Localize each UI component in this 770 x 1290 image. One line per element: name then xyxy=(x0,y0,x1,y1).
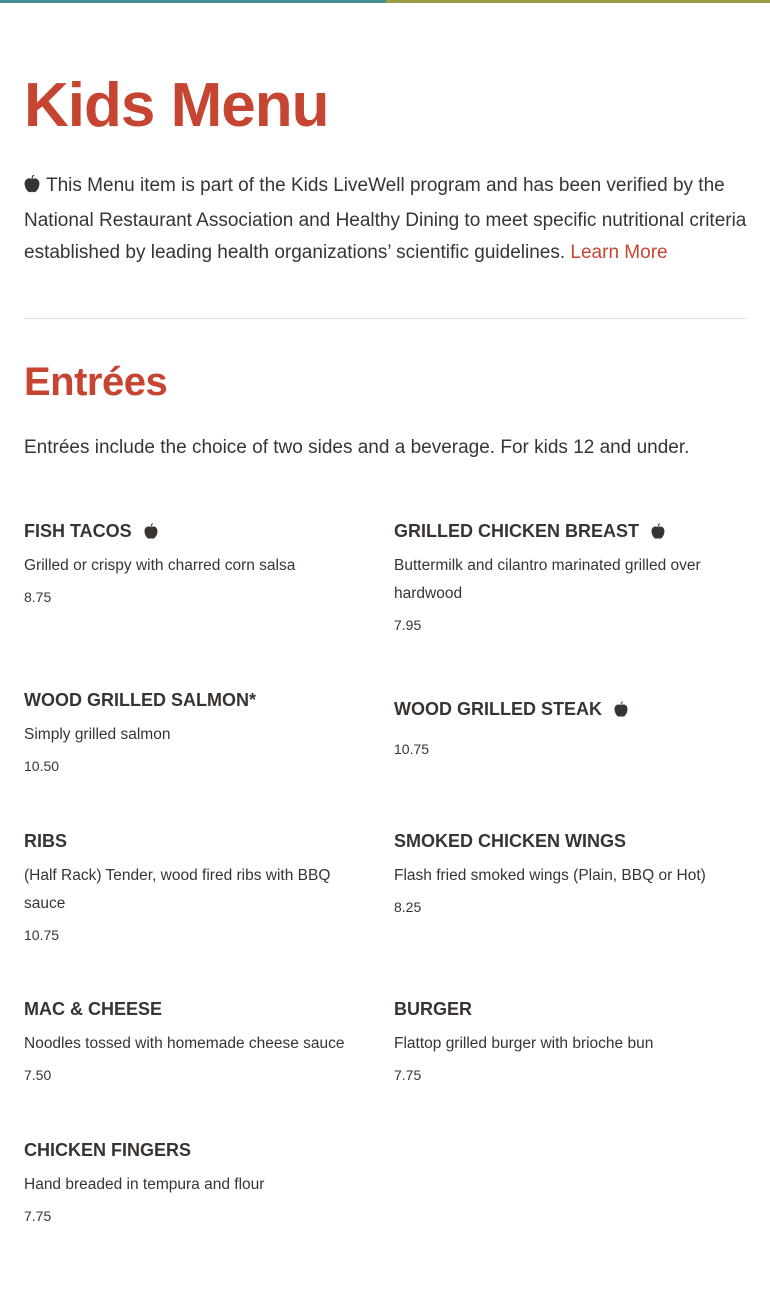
menu-item xyxy=(394,996,724,1086)
menu-item-name xyxy=(24,996,354,1022)
menu-item-name xyxy=(24,828,354,854)
menu-item xyxy=(394,828,724,918)
menu-item-price: 8.75 xyxy=(24,589,52,605)
menu-item-price: 7.95 xyxy=(394,617,422,633)
menu-item xyxy=(394,518,724,636)
top-accent-bar-left xyxy=(0,0,386,3)
menu-item-name xyxy=(394,996,724,1022)
section-divider xyxy=(24,318,747,319)
menu-item-price: 7.75 xyxy=(24,1208,52,1224)
top-accent-bar xyxy=(0,0,770,3)
learn-more-link[interactable]: Learn More xyxy=(570,242,668,263)
menu-item xyxy=(394,696,724,760)
menu-item-price: 10.75 xyxy=(394,741,430,757)
apple-icon xyxy=(24,172,40,205)
menu-item-price: 8.25 xyxy=(394,899,422,915)
menu-item-description: Noodles tossed with homemade cheese sauce xyxy=(24,1035,345,1052)
menu-item-price: 10.50 xyxy=(24,758,60,774)
menu-item-price: 7.75 xyxy=(394,1067,422,1083)
menu-item-description: Grilled or crispy with charred corn salsa xyxy=(24,557,296,574)
livewell-intro xyxy=(24,170,748,270)
menu-item-name-text: WOOD GRILLED SALMON* xyxy=(24,690,256,710)
menu-item xyxy=(24,687,354,777)
menu-item-name xyxy=(24,518,354,544)
menu-item-name-text: MAC & CHEESE xyxy=(24,999,163,1019)
apple-icon xyxy=(651,522,665,540)
menu-item-name-text: RIBS xyxy=(24,831,68,851)
livewell-intro-text: This Menu item is part of the Kids LiveWell program and has been verified by the National Restaurant Association and Healthy Dining to meet specific nutritional criteria established by leading health organizations’ scientific guidelines. xyxy=(24,175,747,263)
menu-item-name-text: CHICKEN FINGERS xyxy=(24,1140,192,1160)
menu-item xyxy=(24,828,354,946)
menu-item xyxy=(24,518,354,608)
section-title: Entrées xyxy=(24,360,168,404)
menu-item-name xyxy=(394,518,724,544)
apple-icon xyxy=(614,700,628,718)
menu-item-name xyxy=(394,696,724,722)
menu-item-description: Hand breaded in tempura and flour xyxy=(24,1176,265,1193)
menu-item-name-text: GRILLED CHICKEN BREAST xyxy=(394,521,640,541)
menu-item-description: (Half Rack) Tender, wood fired ribs with BBQ sauce xyxy=(24,867,331,912)
menu-item-description: Flattop grilled burger with brioche bun xyxy=(394,1035,654,1052)
menu-item-description: Buttermilk and cilantro marinated grilled over hardwood xyxy=(394,557,701,602)
menu-item-name-text: BURGER xyxy=(394,999,473,1019)
menu-item-description: Simply grilled salmon xyxy=(24,726,171,743)
menu-item-name xyxy=(394,828,724,854)
menu-item-name xyxy=(24,1137,354,1163)
menu-item-name-text: SMOKED CHICKEN WINGS xyxy=(394,831,627,851)
menu-item xyxy=(24,1137,354,1227)
menu-item-description: Flash fried smoked wings (Plain, BBQ or Hot) xyxy=(394,867,706,884)
menu-item-name xyxy=(24,687,354,713)
menu-item-price: 7.50 xyxy=(24,1067,52,1083)
menu-item-name-text: FISH TACOS xyxy=(24,521,132,541)
menu-item xyxy=(24,996,354,1086)
menu-item-price: 10.75 xyxy=(24,927,60,943)
apple-icon xyxy=(144,522,158,540)
top-accent-bar-right xyxy=(386,0,770,3)
section-description: Entrées include the choice of two sides and a beverage. For kids 12 and under. xyxy=(24,437,690,458)
menu-item-name-text: WOOD GRILLED STEAK xyxy=(394,699,602,719)
page-title: Kids Menu xyxy=(24,71,329,140)
